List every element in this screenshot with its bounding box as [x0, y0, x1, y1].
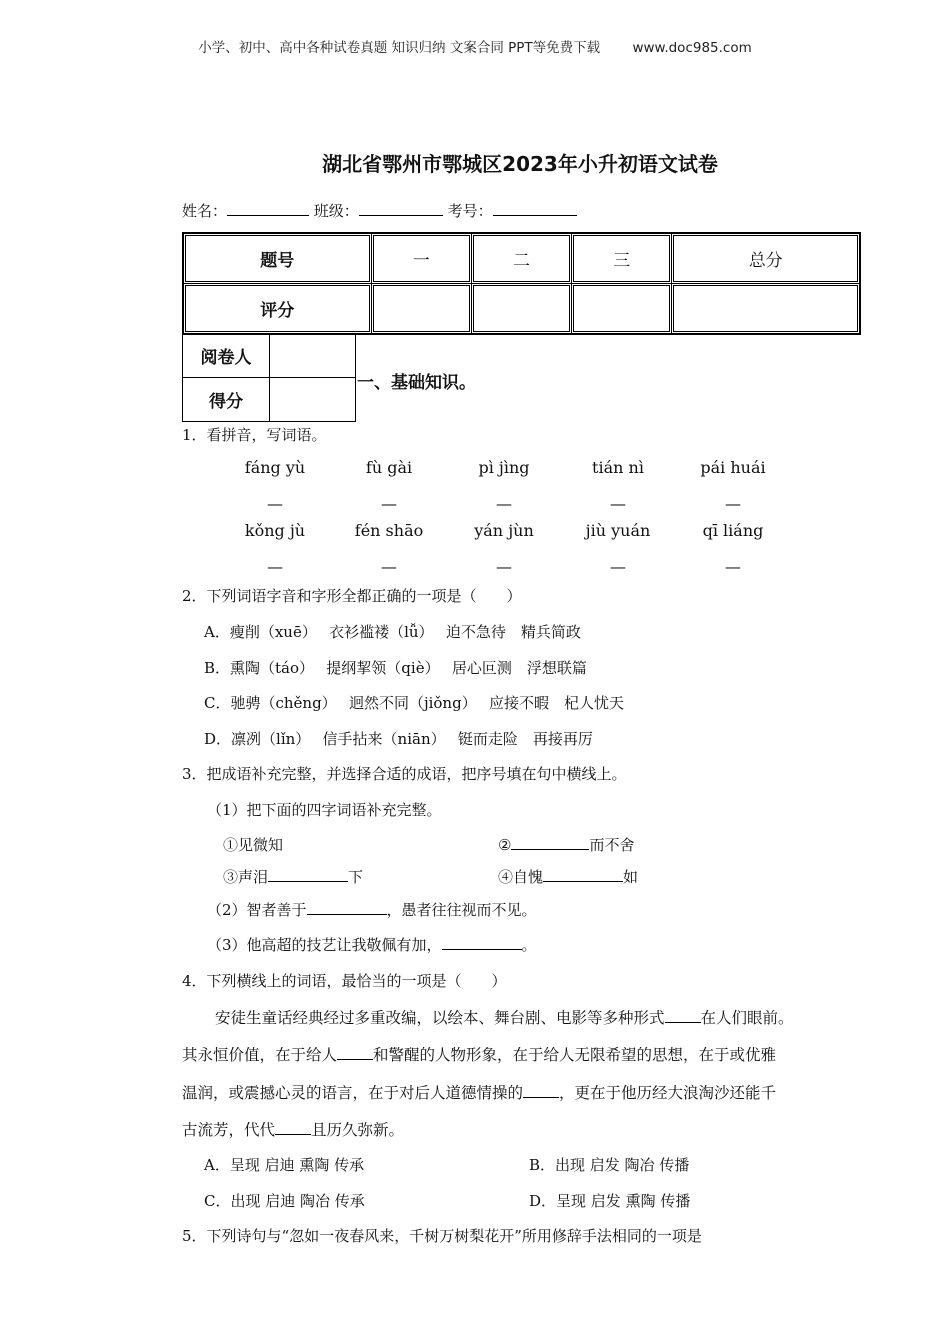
- q4-option-d[interactable]: D．呈现 启发 熏陶 传播: [529, 1192, 691, 1210]
- class-label: 班级：: [313, 202, 359, 220]
- q3-sub2-prefix: （2）智者善于: [207, 901, 307, 919]
- reviewer-label: 阅卷人: [183, 334, 270, 378]
- pinyin-item: pì jìng: [478, 458, 530, 477]
- score-cell: 三: [572, 233, 672, 284]
- fill-blank[interactable]: [268, 867, 348, 882]
- answer-blank[interactable]: —: [610, 494, 626, 513]
- pinyin-item: qī liáng: [702, 521, 764, 540]
- student-info: [182, 200, 577, 221]
- pinyin-item: kǒng jù: [244, 521, 306, 540]
- q3-item-3: [223, 866, 363, 887]
- section-heading: 一、基础知识。: [357, 373, 476, 393]
- q3-item-3-suffix: 下: [348, 868, 364, 886]
- answer-blank[interactable]: —: [381, 494, 397, 513]
- score-cell: 二: [471, 233, 571, 284]
- grader-score-cell[interactable]: [270, 378, 356, 422]
- q3-item-2-prefix: ②: [498, 836, 512, 854]
- q3-item-1: ①见微知: [223, 836, 284, 854]
- q3-sub1: （1）把下面的四字词语补充完整。: [207, 801, 442, 819]
- q3-item-4-prefix: ④自愧: [498, 868, 544, 886]
- fill-blank[interactable]: [442, 935, 522, 950]
- q2-option-d[interactable]: D．凛冽（lǐn） 信手拈来（niān） 铤而走险 再接再厉: [204, 730, 593, 748]
- q4-para-line-3: [182, 1081, 776, 1103]
- pinyin-item: tián nì: [592, 458, 644, 477]
- q4-option-b[interactable]: B．出现 启发 陶冶 传播: [529, 1156, 690, 1174]
- q4-stem: 4．下列横线上的词语，最恰当的一项是（ ）: [182, 972, 507, 990]
- q4-text: ，更在于他历经大浪淘沙还能千: [559, 1084, 777, 1102]
- q4-text: 安徒生童话经典经过多重改编，以绘本、舞台剧、电影等多种形式: [215, 1009, 665, 1027]
- q4-option-c[interactable]: C．出现 启迪 陶冶 传承: [204, 1192, 365, 1210]
- pinyin-item: fáng yù: [244, 458, 306, 477]
- score-cell: 总分: [672, 233, 860, 284]
- q2-option-c[interactable]: C．驰骋（chěng） 迥然不同（jiǒng） 应接不暇 杞人忧天: [204, 694, 624, 712]
- score-cell: 一: [371, 233, 471, 284]
- page-title: 湖北省鄂州市鄂城区2023年小升初语文试卷: [322, 152, 718, 176]
- q3-sub3: [207, 934, 537, 955]
- answer-blank[interactable]: —: [496, 494, 512, 513]
- answer-blank[interactable]: —: [267, 494, 283, 513]
- q4-option-a[interactable]: A．呈现 启迪 熏陶 传承: [204, 1156, 365, 1174]
- fill-blank[interactable]: [543, 867, 623, 882]
- pinyin-item: fén shāo: [354, 521, 424, 540]
- q4-text: 且历久弥新。: [311, 1121, 405, 1139]
- exam-no-blank[interactable]: [493, 201, 577, 216]
- score-input-cell[interactable]: [672, 284, 860, 335]
- q5-stem: 5．下列诗句与“忽如一夜春风来，千树万树梨花开”所用修辞手法相同的一项是: [182, 1227, 702, 1245]
- q2-stem: 2．下列词语字音和字形全都正确的一项是（ ）: [182, 587, 522, 605]
- pinyin-item: jiù yuán: [585, 521, 651, 540]
- score-cell: 题号: [183, 233, 371, 284]
- q3-item-2-suffix: 而不舍: [589, 836, 635, 854]
- q3-stem: 3．把成语补充完整，并选择合适的成语，把序号填在句中横线上。: [182, 765, 627, 783]
- score-table-header-row: [183, 233, 860, 284]
- grader-score-label: 得分: [183, 378, 270, 422]
- answer-blank[interactable]: —: [725, 494, 741, 513]
- fill-blank[interactable]: [523, 1083, 559, 1098]
- class-blank[interactable]: [359, 201, 443, 216]
- q3-sub3-suffix: 。: [521, 936, 537, 954]
- q4-text: 和警醒的人物形象，在于给人无限希望的思想，在于或优雅: [373, 1046, 777, 1064]
- fill-blank[interactable]: [337, 1045, 373, 1060]
- q3-sub2: [207, 899, 537, 920]
- q4-text: 温润，或震撼心灵的语言，在于对后人道德情操的: [182, 1084, 524, 1102]
- q3-item-4-suffix: 如: [623, 868, 639, 886]
- score-label-cell: 评分: [183, 284, 371, 335]
- q1-stem: 1．看拼音，写词语。: [182, 426, 327, 444]
- q4-para-line-4: [182, 1118, 404, 1140]
- exam-no-label: 考号：: [447, 202, 493, 220]
- q2-option-b[interactable]: B．熏陶（táo） 提纲挈领（qiè） 居心叵测 浮想联篇: [204, 659, 587, 677]
- header-text: 小学、初中、高中各种试卷真题 知识归纳 文案合同 PPT等免费下载: [198, 40, 601, 56]
- score-table: [182, 232, 861, 335]
- pinyin-item: pái huái: [700, 458, 766, 477]
- q3-item-4: [498, 866, 638, 887]
- answer-blank[interactable]: —: [381, 557, 397, 576]
- fill-blank[interactable]: [307, 900, 387, 915]
- q4-text: 古流芳，代代: [182, 1121, 276, 1139]
- name-label: 姓名：: [182, 202, 228, 220]
- score-table-score-row: [183, 284, 860, 335]
- q2-option-a[interactable]: A．瘦削（xuē） 衣衫褴褛（lǚ） 迫不急待 精兵简政: [204, 623, 581, 641]
- answer-blank[interactable]: —: [496, 557, 512, 576]
- answer-blank[interactable]: —: [610, 557, 626, 576]
- fill-blank[interactable]: [511, 835, 589, 850]
- q3-item-3-prefix: ③声泪: [223, 868, 269, 886]
- score-input-cell[interactable]: [471, 284, 571, 335]
- pinyin-item: fù gài: [365, 458, 413, 477]
- answer-blank[interactable]: —: [725, 557, 741, 576]
- score-input-cell[interactable]: [371, 284, 471, 335]
- header-site[interactable]: www.doc985.com: [632, 40, 752, 56]
- q4-text: 其永恒价值，在于给人: [182, 1046, 338, 1064]
- fill-blank[interactable]: [275, 1120, 311, 1135]
- pinyin-item: yán jùn: [474, 521, 534, 540]
- answer-blank[interactable]: —: [267, 557, 283, 576]
- grader-box: [182, 333, 356, 422]
- score-input-cell[interactable]: [572, 284, 672, 335]
- q3-sub2-suffix: ，愚者往往视而不见。: [386, 901, 537, 919]
- fill-blank[interactable]: [665, 1008, 701, 1023]
- page-header: [0, 36, 950, 56]
- reviewer-cell[interactable]: [270, 334, 356, 378]
- q4-para-line-1: [215, 1006, 794, 1028]
- name-blank[interactable]: [227, 201, 309, 216]
- q4-text: 在人们眼前。: [700, 1009, 794, 1027]
- q4-para-line-2: [182, 1043, 776, 1065]
- q3-sub3-prefix: （3）他高超的技艺让我敬佩有加，: [207, 936, 442, 954]
- q3-item-2: [498, 834, 634, 855]
